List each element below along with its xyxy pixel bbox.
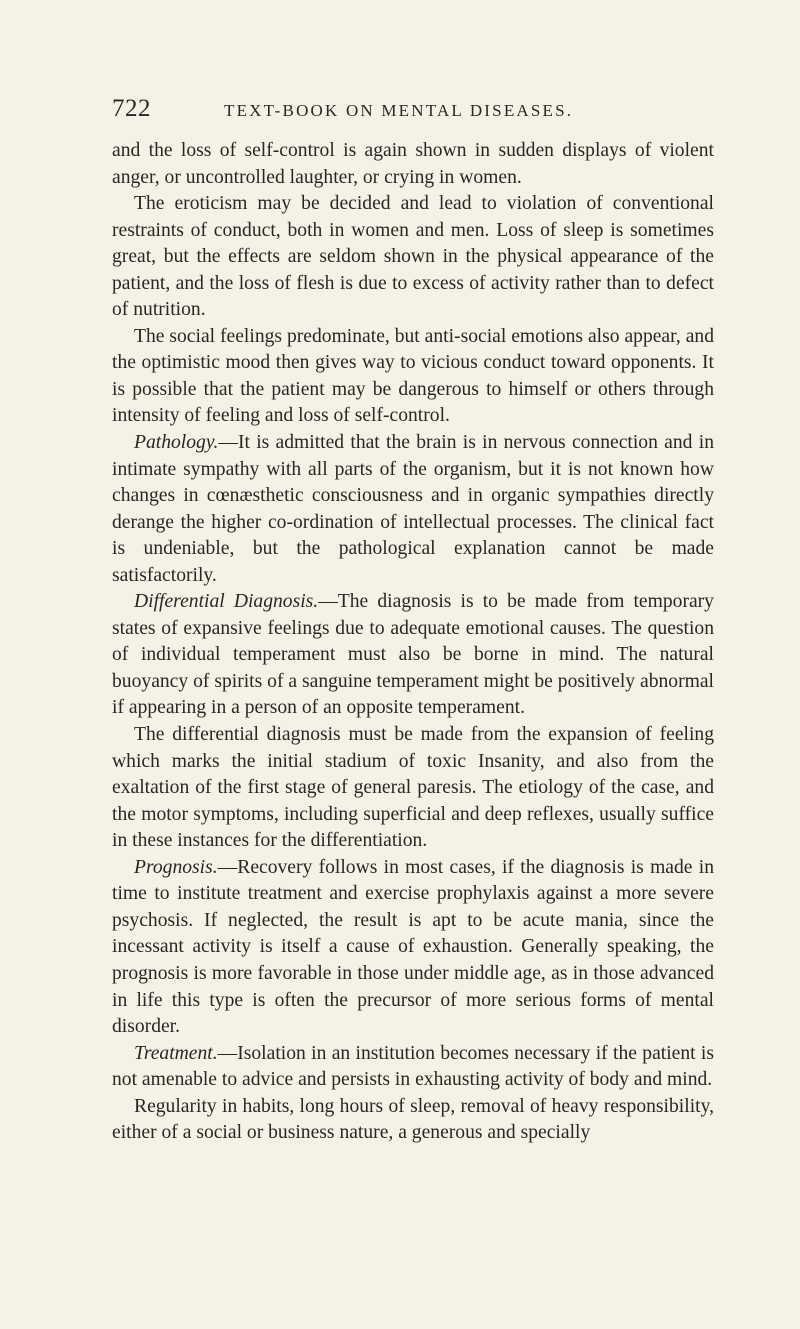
paragraph (112, 1094, 714, 1147)
paragraph-text: The social feelings predominate, but anti-social emotions also appear, and the optimistic mood then gives way to vicious conduct toward opponents. It is possible that the patient may be dangerous to himself or others through intensity of feeling and loss of self-control. (112, 325, 714, 427)
paragraph (112, 722, 714, 855)
page-number: 722 (112, 95, 151, 122)
paragraph-text: and the loss of self-control is again shown in sudden displays of violent anger, or uncontrolled laughter, or crying in women. (112, 140, 714, 188)
paragraph-text: —It is admitted that the brain is in nervous connection and in intimate sympathy with all parts of the organism, but it is not known how changes in cœnæsthetic consciousness and in organic sympathies directly derange the higher co-ordination of intellectual processes. The clinical fact is undeniable, but the pathological explanation cannot be made satisfactorily. (112, 432, 714, 586)
paragraph (112, 1041, 714, 1094)
paragraph-text: —Recovery follows in most cases, if the diagnosis is made in time to institute treatment and exercise prophylaxis against a more severe psychosis. If neglected, the result is apt to be acute mania, since the incessant activity is itself a cause of exhaustion. Generally speaking, the prognosis is more favorable in those under middle age, as in those advanced in life this type is often the precursor of more serious forms of mental disorder. (112, 856, 714, 1038)
running-head: TEXT-BOOK ON MENTAL DISEASES. (224, 101, 574, 120)
section-lead: Prognosis. (134, 856, 218, 878)
section-lead: Pathology. (134, 432, 219, 454)
paragraph (112, 191, 714, 324)
body-text (112, 138, 714, 1147)
paragraph (112, 855, 714, 1041)
section-lead: Differential Diagnosis. (134, 591, 319, 613)
paragraph-text: —The diagnosis is to be made from temporary states of expansive feelings due to adequate emotional causes. The question of individual temperament must also be borne in mind. The natural buoyancy of spirits of a sanguine temperament might be positively abnormal if appearing in a person of an opposite temperament. (112, 591, 714, 719)
paragraph-text: Regularity in habits, long hours of sleep, removal of heavy responsibility, either of a social or business nature, a generous and specially (112, 1095, 714, 1144)
page-header (112, 95, 712, 127)
section-lead: Treatment. (134, 1042, 218, 1064)
paragraph-text: The differential diagnosis must be made from the expansion of feeling which marks the initial stadium of toxic Insanity, and also from the exaltation of the first stage of general paresis. The etiology of the case, and the motor symptoms, including superficial and deep reflexes, usually suffice in these instances for the differentiation. (112, 724, 714, 852)
paragraph (112, 138, 714, 191)
paragraph-text: —Isolation in an institution becomes necessary if the patient is not amenable to advice and persists in exhausting activity of body and mind. (112, 1042, 714, 1091)
paragraph-text: The eroticism may be decided and lead to violation of conventional restraints of conduct, both in women and men. Loss of sleep is sometimes great, but the effects are seldom shown in the physical appearance of the patient, and the loss of flesh is due to excess of activity rather than to defect of nutrition. (112, 193, 714, 321)
paragraph (112, 324, 714, 430)
paragraph (112, 589, 714, 722)
paragraph (112, 430, 714, 589)
